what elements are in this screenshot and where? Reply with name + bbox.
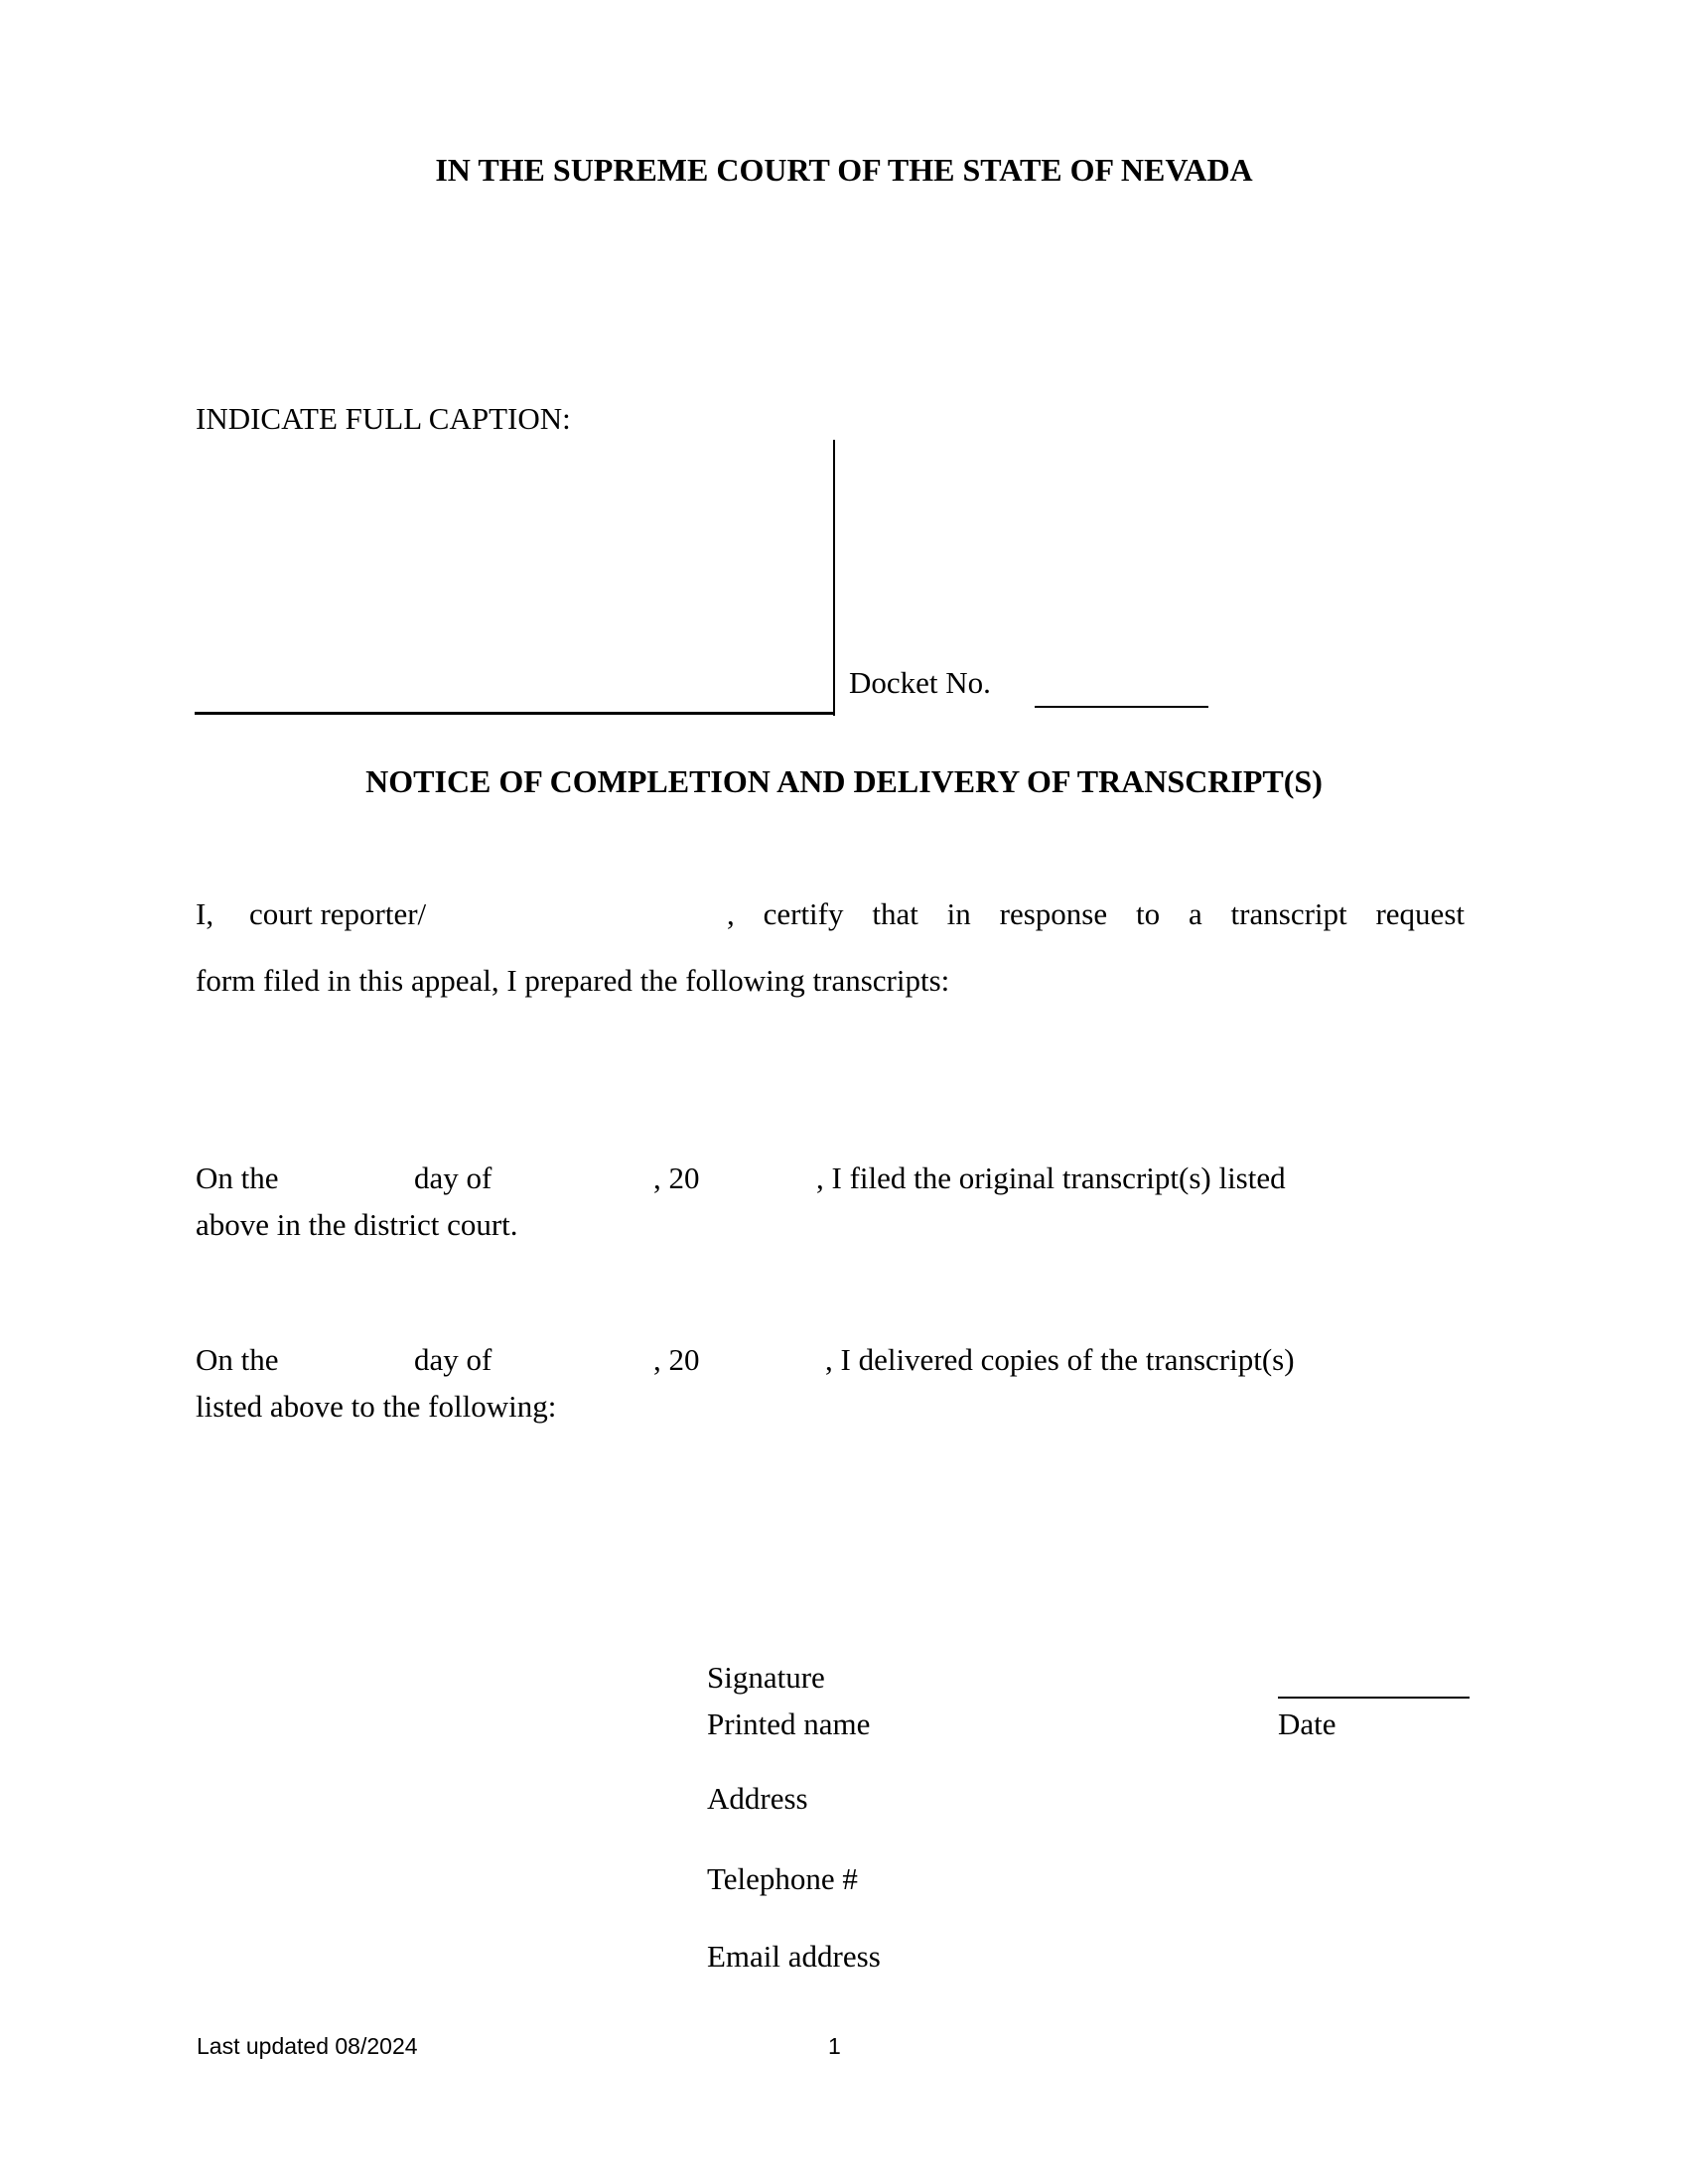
- delivered-rest: , I delivered copies of the transcript(s): [825, 1342, 1295, 1377]
- delivered-day-of: day of: [414, 1342, 492, 1377]
- court-title: IN THE SUPREME COURT OF THE STATE OF NEVADA: [435, 152, 1253, 188]
- address-label: Address: [707, 1781, 808, 1816]
- notice-title: NOTICE OF COMPLETION AND DELIVERY OF TRANSCRIPT(S): [365, 763, 1323, 799]
- cert-role: court reporter/: [249, 896, 427, 931]
- delivered-year-prefix: , 20: [653, 1342, 700, 1377]
- delivered-line2: listed above to the following:: [196, 1389, 557, 1424]
- signature-label: Signature: [707, 1660, 825, 1695]
- docket-label: Docket No.: [849, 665, 991, 700]
- docket-number-field[interactable]: [1035, 706, 1208, 708]
- cert-prefix: I,: [196, 896, 214, 931]
- caption-vertical-divider: [833, 440, 835, 716]
- cert-line2: form filed in this appeal, I prepared the following transcripts:: [196, 963, 950, 998]
- delivered-on-the: On the: [196, 1342, 279, 1377]
- printed-name-label: Printed name: [707, 1706, 871, 1741]
- filed-on-the: On the: [196, 1160, 279, 1195]
- filed-line2: above in the district court.: [196, 1207, 518, 1242]
- date-label: Date: [1278, 1706, 1336, 1741]
- email-label: Email address: [707, 1939, 881, 1974]
- last-updated: Last updated 08/2024: [197, 2033, 418, 2059]
- caption-label: INDICATE FULL CAPTION:: [196, 401, 571, 436]
- filed-rest: , I filed the original transcript(s) listed: [816, 1160, 1286, 1195]
- cert-line1: , certify that in response to a transcript request: [727, 896, 1465, 931]
- filed-day-of: day of: [414, 1160, 492, 1195]
- telephone-label: Telephone #: [707, 1861, 858, 1896]
- page-number: 1: [828, 2033, 841, 2059]
- filed-year-prefix: , 20: [653, 1160, 700, 1195]
- date-field-line[interactable]: [1278, 1697, 1470, 1699]
- caption-bottom-line: [195, 712, 835, 715]
